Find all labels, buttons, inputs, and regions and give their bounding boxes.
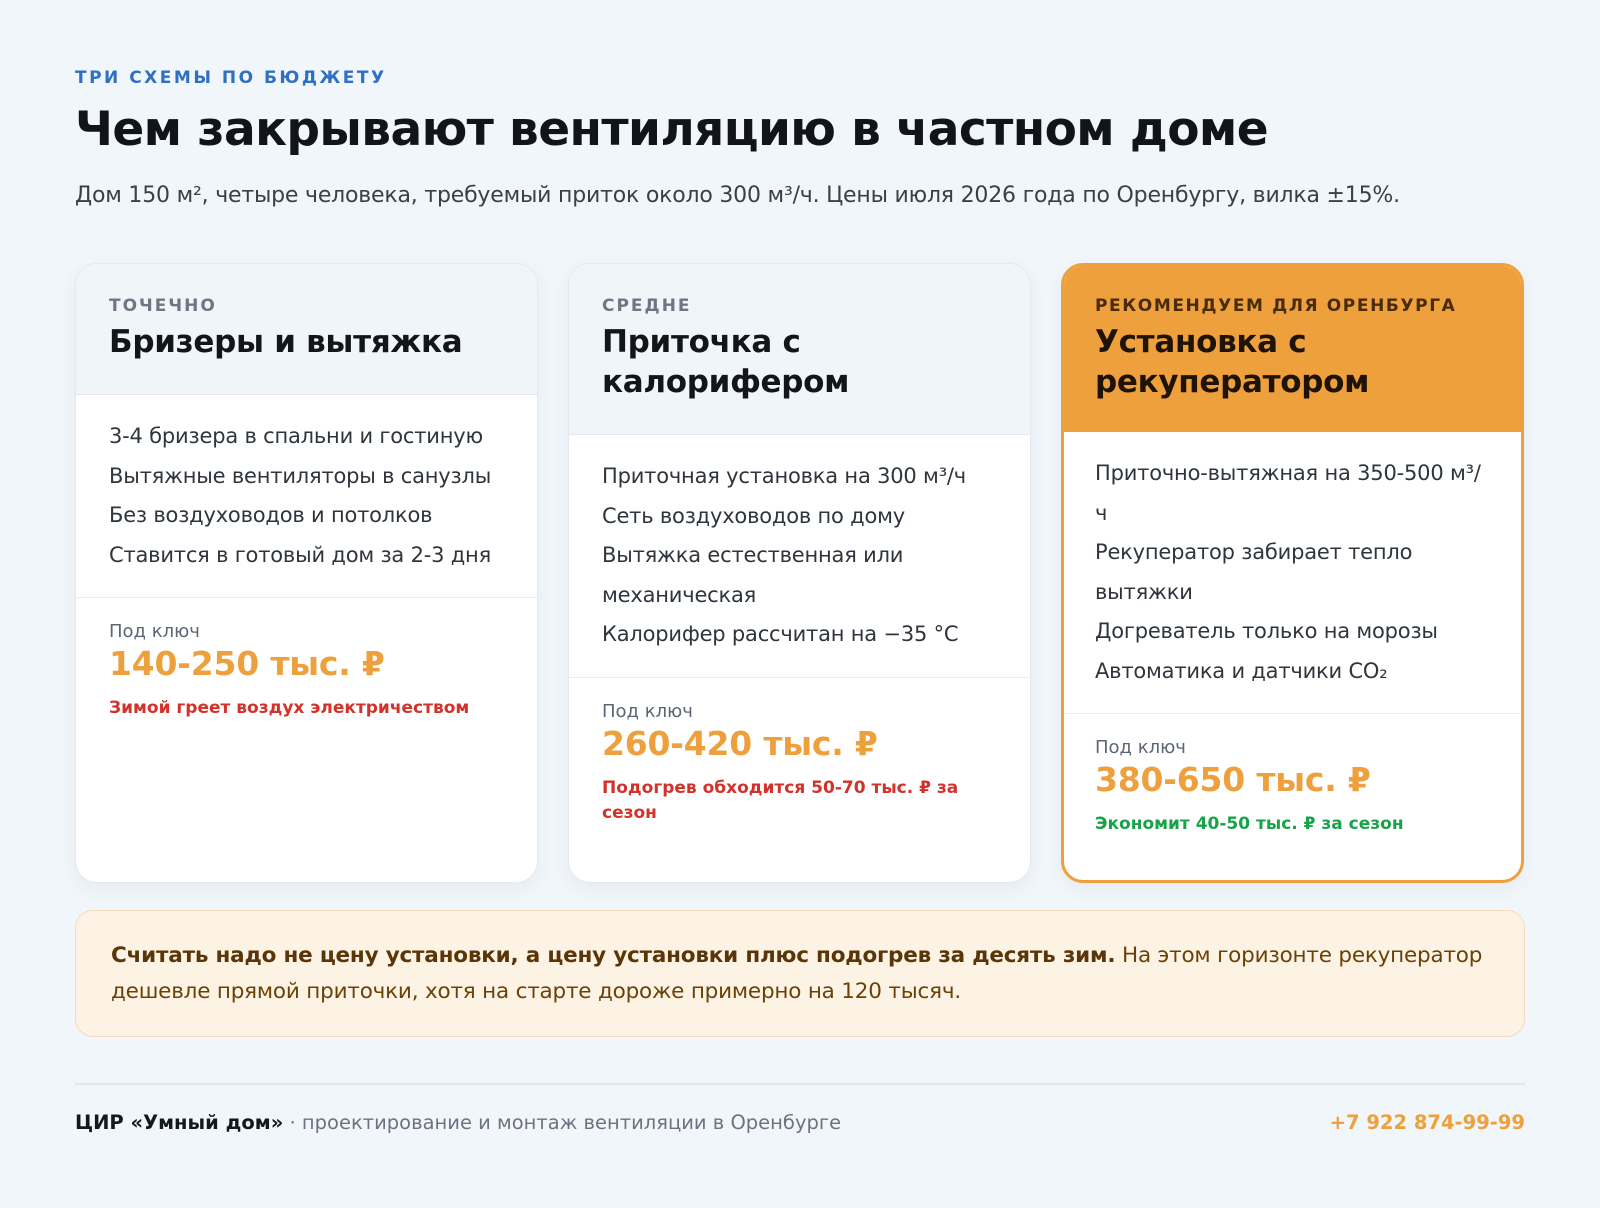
- page: [75, 0, 1525, 1208]
- price-label: Под ключ: [1095, 737, 1186, 758]
- feature-item: Автоматика и датчики CO₂: [1095, 658, 1388, 683]
- feature-item: Без воздуховодов и потолков: [109, 503, 433, 527]
- price-value: 140-250 тыс. ₽: [109, 644, 385, 683]
- phone-link[interactable]: +7 922 874-99-99: [1329, 1111, 1525, 1134]
- feature-item: Ставится в готовый дом за 2-3 дня: [109, 542, 492, 567]
- feature-list: [76, 395, 537, 598]
- card-header: [76, 264, 537, 395]
- callout-box: [75, 910, 1525, 1037]
- price-note-savings: Экономит 40-50 тыс. ₽ за сезон: [1095, 814, 1404, 834]
- feature-item: Рекуператор забирает тепло вытяжки: [1095, 540, 1413, 604]
- feature-item: Вытяжные вентиляторы в санузлы: [109, 463, 492, 488]
- card-kicker: СРЕДНЕ: [602, 296, 692, 316]
- feature-item: 3-4 бризера в спальни и гостиную: [109, 424, 483, 448]
- page-subtitle: Дом 150 м², четыре человека, требуемый приток около 300 м³/ч. Цены июля 2026 года по Оренбургу, вилка ±15%.: [75, 183, 1400, 208]
- feature-item: Калорифер рассчитан на −35 °С: [602, 622, 959, 646]
- price-block: [76, 598, 537, 721]
- price-label: Под ключ: [602, 700, 693, 722]
- page-title: Чем закрывают вентиляцию в частном доме: [75, 102, 1269, 157]
- option-card-breezers: [75, 263, 538, 883]
- feature-item: Вытяжка естественная или механическая: [602, 543, 904, 607]
- callout-text: На этом горизонте рекуператор дешевле прямой приточки, хотя на старте дороже примерно на 120 тысяч.: [111, 943, 1483, 1004]
- card-header: [1064, 266, 1521, 432]
- footer-divider: [75, 1083, 1525, 1085]
- option-card-recuperator-recommended: [1061, 263, 1524, 883]
- feature-list: [1064, 432, 1521, 714]
- card-kicker: ТОЧЕЧНО: [109, 296, 217, 316]
- card-header: [569, 264, 1030, 435]
- price-value: 260-420 тыс. ₽: [602, 723, 878, 763]
- price-block: [1064, 714, 1521, 837]
- company-name: ЦИР «Умный дом»: [75, 1111, 284, 1134]
- footer-company: [75, 1111, 841, 1134]
- price-label: Под ключ: [109, 621, 200, 642]
- card-title: Бризеры и вытяжка: [109, 324, 463, 360]
- card-title: Приточка с калорифером: [602, 324, 850, 400]
- recommended-badge: РЕКОМЕНДУЕМ ДЛЯ ОРЕНБУРГА: [1095, 296, 1457, 316]
- card-title: Установка с рекуператором: [1095, 324, 1370, 400]
- feature-item: Догреватель только на морозы: [1095, 619, 1438, 643]
- feature-item: Приточно-вытяжная на 350-500 м³/ч: [1095, 461, 1481, 525]
- company-tagline: · проектирование и монтаж вентиляции в Оренбурге: [283, 1111, 842, 1134]
- price-note-warning: Зимой греет воздух электричеством: [109, 698, 470, 718]
- option-card-supply-heater: [568, 263, 1031, 883]
- price-note-warning: Подогрев обходится 50-70 тыс. ₽ за сезон: [602, 777, 959, 823]
- callout-emphasis: Считать надо не цену установки, а цену установки плюс подогрев за десять зим.: [111, 943, 1116, 968]
- eyebrow-label: ТРИ СХЕМЫ ПО БЮДЖЕТУ: [75, 68, 387, 88]
- price-value: 380-650 тыс. ₽: [1095, 760, 1371, 799]
- feature-item: Приточная установка на 300 м³/ч: [602, 464, 966, 488]
- feature-item: Сеть воздуховодов по дому: [602, 503, 906, 528]
- feature-list: [569, 435, 1030, 678]
- price-block: [569, 678, 1030, 826]
